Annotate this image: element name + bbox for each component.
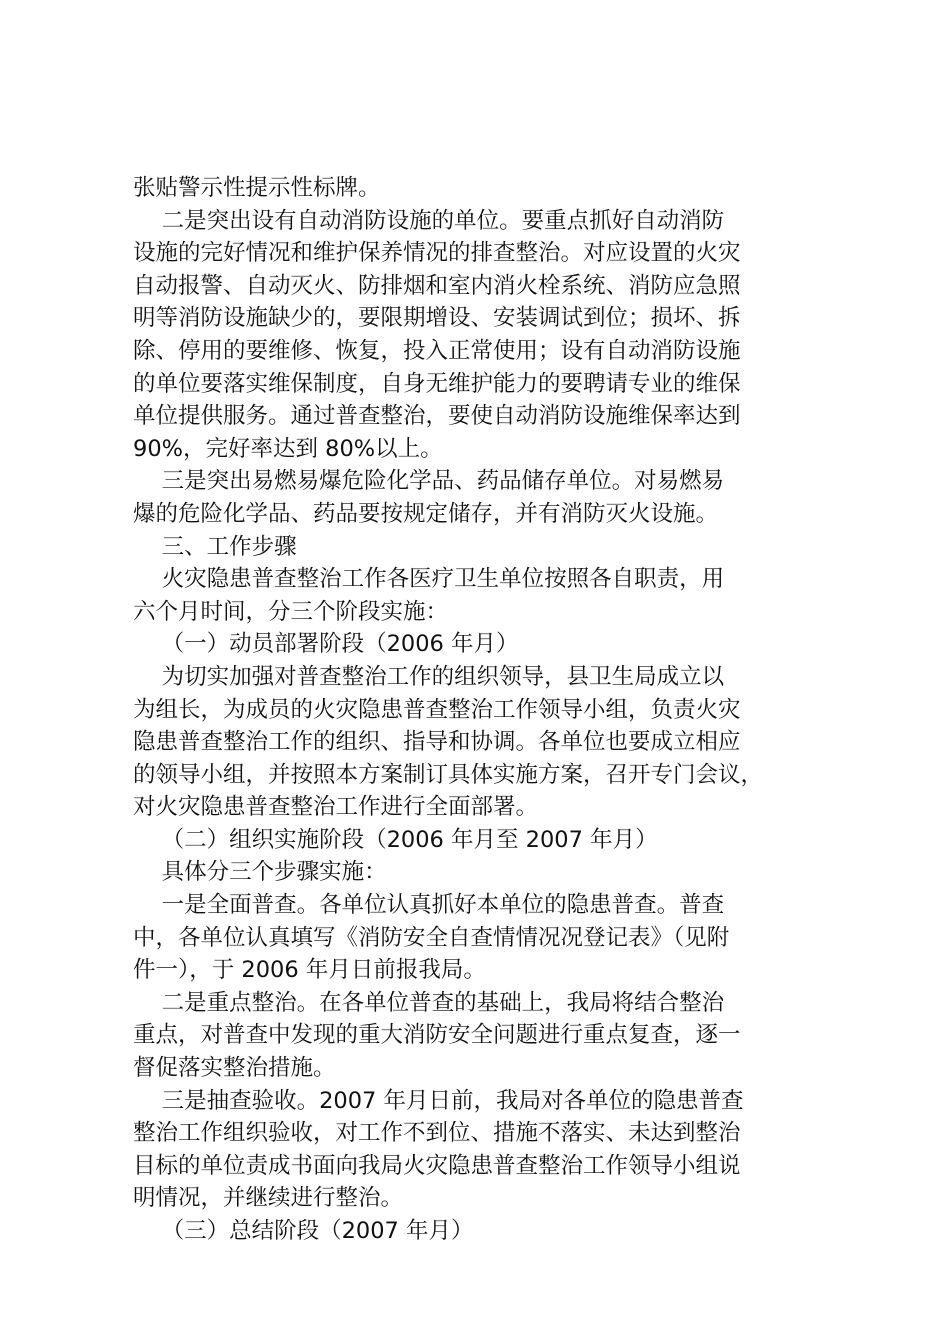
text-line: 为组长，为成员的火灾隐患普查整治工作领导小组，负责火灾 bbox=[133, 696, 741, 723]
text-line: 目标的单位责成书面向我局火灾隐患普查整治工作领导小组说 bbox=[133, 1152, 741, 1179]
document-body bbox=[133, 172, 853, 1248]
text-line: 二是重点整治。在各单位普查的基础上，我局将结合整治 bbox=[133, 989, 725, 1016]
text-line: 一是全面普查。各单位认真抓好本单位的隐患普查。普查 bbox=[133, 892, 725, 919]
text-line: 督促落实整治措施。 bbox=[133, 1055, 336, 1082]
text-line: 件一），于 2006 年月日前报我局。 bbox=[133, 957, 486, 984]
text-line: 张贴警示性提示性标牌。 bbox=[133, 175, 381, 201]
text-line: （一）动员部署阶段（2006 年月） bbox=[133, 631, 519, 658]
text-line: 具体分三个步骤实施： bbox=[133, 859, 387, 886]
text-line: （二）组织实施阶段（2006 年月至 2007 年月） bbox=[133, 826, 658, 853]
text-line: 爆的危险化学品、药品要按规定储存，并有消防灭火设施。 bbox=[133, 500, 719, 527]
text-line: 二是突出设有自动消防设施的单位。要重点抓好自动消防 bbox=[133, 207, 725, 234]
text-line: 对火灾隐患普查整治工作进行全面部署。 bbox=[133, 794, 539, 821]
text-line: 自动报警、自动灭火、防排烟和室内消火栓系统、消防应急照 bbox=[133, 272, 741, 299]
text-line: 六个月时间，分三个阶段实施： bbox=[133, 598, 449, 625]
text-line: 整治工作组织验收，对工作不到位、措施不落实、未达到整治 bbox=[133, 1120, 741, 1147]
text-line: 重点，对普查中发现的重大消防安全问题进行重点复查，逐一 bbox=[133, 1022, 741, 1049]
text-line: 为切实加强对普查整治工作的组织领导，县卫生局成立以 bbox=[133, 663, 725, 690]
text-line: 的单位要落实维保制度，自身无维护能力的要聘请专业的维保 bbox=[133, 370, 741, 397]
text-line: 除、停用的要维修、恢复，投入正常使用；设有自动消防设施 bbox=[133, 337, 741, 364]
text-line: 明情况，并继续进行整治。 bbox=[133, 1185, 404, 1212]
text-line: 三是抽查验收。2007 年月日前，我局对各单位的隐患普查 bbox=[133, 1087, 744, 1114]
text-line: 90%，完好率达到 80%以上。 bbox=[133, 435, 443, 462]
text-line: 设施的完好情况和维护保养情况的排查整治。对应设置的火灾 bbox=[133, 240, 741, 267]
text-line: 隐患普查整治工作的组织、指导和协调。各单位也要成立相应 bbox=[133, 729, 741, 756]
text-line: 三是突出易燃易爆危险化学品、药品储存单位。对易燃易 bbox=[133, 468, 725, 495]
text-line: （三）总结阶段（2007 年月） bbox=[133, 1218, 474, 1244]
text-line: 三、工作步骤 bbox=[133, 533, 297, 560]
text-line: 火灾隐患普查整治工作各医疗卫生单位按照各自职责，用 bbox=[133, 566, 725, 593]
text-line: 单位提供服务。通过普查整治，要使自动消防设施维保率达到 bbox=[133, 403, 741, 430]
text-line: 明等消防设施缺少的，要限期增设、安装调试到位；损坏、拆 bbox=[133, 305, 741, 332]
text-line: 的领导小组，并按照本方案制订具体实施方案，召开专门会议， bbox=[133, 761, 764, 788]
text-line: 中，各单位认真填写《消防安全自查情情况况登记表》（见附 bbox=[133, 924, 730, 951]
